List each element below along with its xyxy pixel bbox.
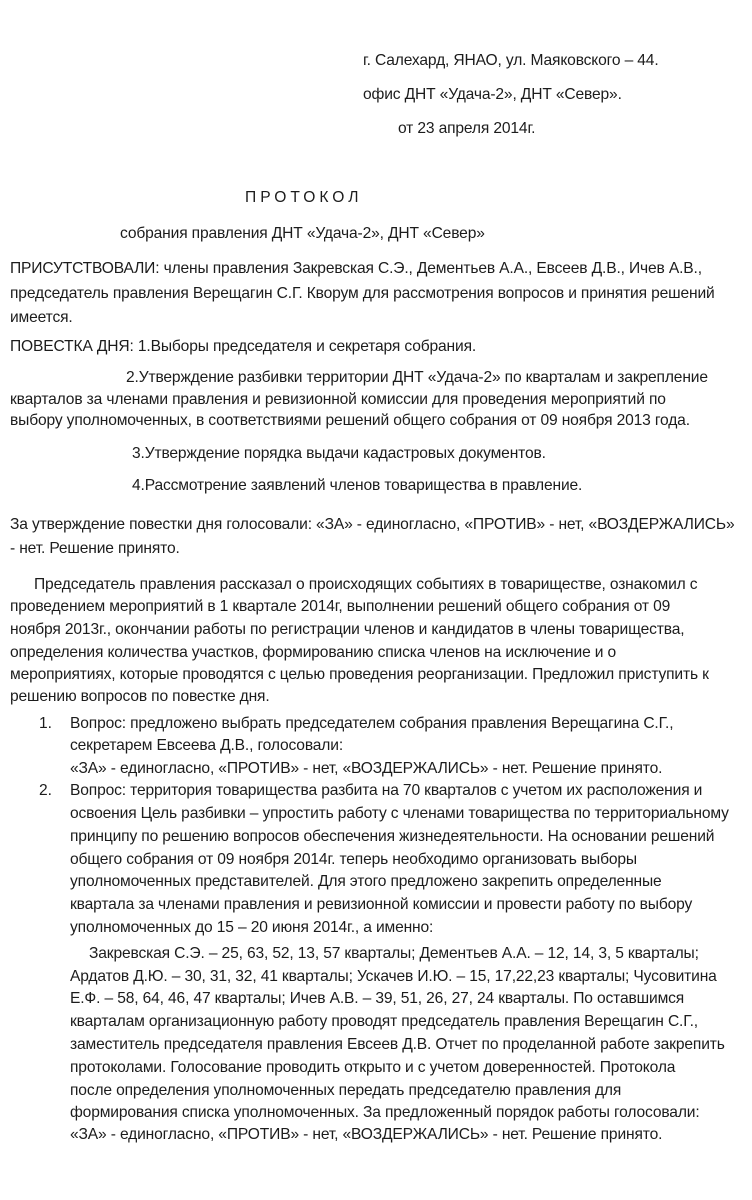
agenda-item-2: выбору уполномоченных, в соответствиями решений общего собрания от 09 ноября 2013 года. [10, 412, 690, 429]
report-line: ноября 2013г., окончании работы по регистрации членов и кандидатов в члены товарищества, [10, 621, 685, 638]
question-line: уполномоченных представителей. Для этого предложено закрепить определенные [70, 873, 662, 890]
agenda-vote: - нет. Решение принято. [10, 540, 180, 557]
agenda-item-1: ПОВЕСТКА ДНЯ: 1.Выборы председателя и секретаря собрания. [10, 338, 477, 355]
agenda-item-2: 2.Утверждение разбивки территории ДНТ «Удача-2» по кварталам и закрепление [126, 369, 708, 386]
question-line: «ЗА» - единогласно, «ПРОТИВ» - нет, «ВОЗДЕРЖАЛИСЬ» - нет. Решение принято. [70, 760, 663, 777]
present-line: ПРИСУТСТВОВАЛИ: члены правления Закревская С.Э., Дементьев А.А., Евсеев Д.В., Ичев А.В., [10, 260, 702, 277]
agenda-vote: За утверждение повестки дня голосовали: «ЗА» - единогласно, «ПРОТИВ» - нет, «ВОЗДЕРЖАЛИСЬ» [10, 516, 735, 533]
agenda-item-4: 4.Рассмотрение заявлений членов товарищества в правление. [132, 477, 583, 494]
report-line: решению вопросов по повестке дня. [10, 688, 270, 705]
report-line: определения количества участков, формированию списка членов на исключение и о [10, 644, 617, 661]
question-line: Ардатов Д.Ю. – 30, 31, 32, 41 кварталы; Ускачев И.Ю. – 15, 17,22,23 кварталы; Чусовитина [70, 968, 717, 985]
header-office: офис ДНТ «Удача-2», ДНТ «Север». [363, 86, 622, 103]
present-line: имеется. [10, 309, 73, 326]
report-line: проведением мероприятий в 1 квартале 2014г, выполнении решений общего собрания от 09 [10, 598, 671, 615]
question-line: общего собрания от 09 ноября 2014г. теперь необходимо организовать выборы [70, 851, 637, 868]
question-line: уполномоченных до 15 – 20 июня 2014г., а именно: [70, 919, 434, 936]
question-line: Е.Ф. – 58, 64, 46, 47 кварталы; Ичев А.В. – 39, 51, 26, 27, 24 кварталы. По оставшимся [70, 990, 685, 1007]
question-line: формирования списка уполномоченных. За предложенный порядок работы голосовали: [70, 1104, 700, 1121]
agenda-item-3: 3.Утверждение порядка выдачи кадастровых документов. [132, 445, 546, 462]
question-line: освоения Цель разбивки – упростить работу с членами товарищества по территориальному [70, 805, 729, 822]
present-line: председатель правления Верещагин С.Г. Кворум для рассмотрения вопросов и принятия решений [10, 285, 715, 302]
report-line: мероприятиях, которые проводятся с целью проведения реорганизации. Предложил приступить к [10, 666, 709, 683]
report-line: Председатель правления рассказал о происходящих событиях в товариществе, ознакомил с [34, 576, 698, 593]
question-line: принципу по решению вопросов обеспечения жизнедеятельности. На основании решений [70, 828, 715, 845]
question-line: Вопрос: предложено выбрать председателем собрания правления Верещагина С.Г., [70, 715, 674, 732]
question-line: кварталам организационную работу проводят председатель правления Верещагин С.Г., [70, 1013, 698, 1030]
question-line: квартала за членами правления и ревизионной комиссии и провести работу по выбору [70, 896, 693, 913]
document-subtitle: собрания правления ДНТ «Удача-2», ДНТ «Север» [120, 225, 485, 242]
question-line: Вопрос: территория товарищества разбита на 70 кварталов с учетом их расположения и [70, 782, 703, 799]
agenda-item-2: кварталов за членами правления и ревизионной комиссии для проведения мероприятий по [10, 391, 666, 408]
question-line: секретарем Евсеева Д.В., голосовали: [70, 737, 344, 754]
question-line: протоколами. Голосование проводить открыто и с учетом доверенностей. Протокола [70, 1059, 676, 1076]
question-line: заместитель председателя правления Евсеев Д.В. Отчет по проделанной работе закрепить [70, 1036, 725, 1053]
question-number: 1. [39, 715, 53, 732]
header-address: г. Салехард, ЯНАО, ул. Маяковского – 44. [363, 52, 659, 69]
question-number: 2. [39, 782, 53, 799]
document-title: ПРОТОКОЛ [245, 189, 363, 206]
question-line: Закревская С.Э. – 25, 63, 52, 13, 57 кварталы; Дементьев А.А. – 12, 14, 3, 5 кварталы; [89, 945, 699, 962]
header-date: от 23 апреля 2014г. [398, 120, 536, 137]
question-line: «ЗА» - единогласно, «ПРОТИВ» - нет, «ВОЗДЕРЖАЛИСЬ» - нет. Решение принято. [70, 1126, 663, 1143]
question-line: после определения уполномоченных передать председателю правления для [70, 1082, 622, 1099]
